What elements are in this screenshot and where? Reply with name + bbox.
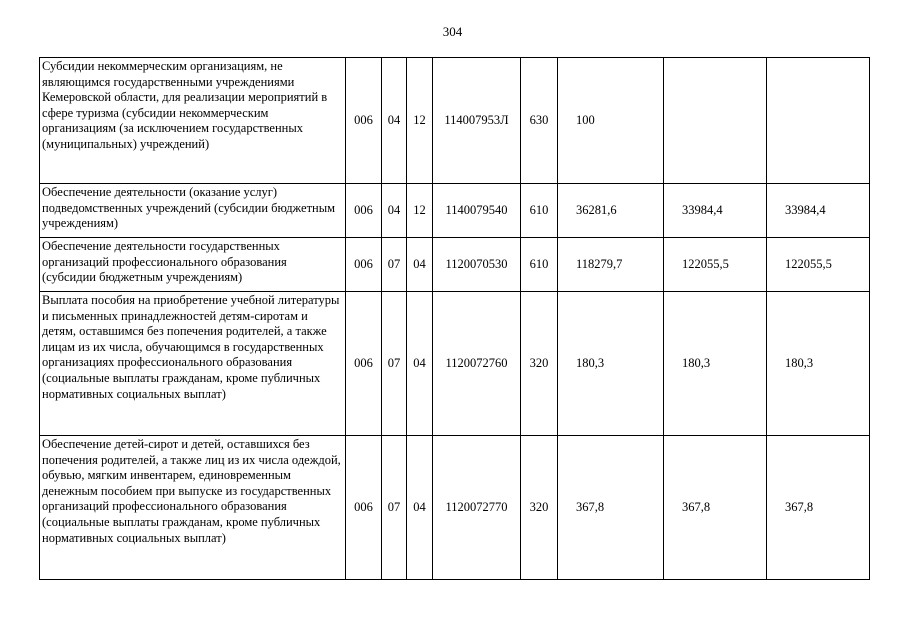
section-code: 07 — [382, 292, 407, 436]
row-description: Обеспечение деятельности (оказание услуг) подведомственных учреждений (субсидии бюджетным учреждениям) — [40, 184, 346, 238]
ministry-code: 006 — [346, 238, 382, 292]
amount-year-1: 100 — [558, 58, 664, 184]
section-code: 07 — [382, 238, 407, 292]
target-article-code: 1120070530 — [433, 238, 521, 292]
amount-year-2: 33984,4 — [664, 184, 767, 238]
amount-year-2: 122055,5 — [664, 238, 767, 292]
subsection-code: 12 — [407, 58, 433, 184]
expense-type-code: 320 — [521, 436, 558, 580]
row-description: Обеспечение деятельности государственных организаций профессионального образования (субсидии бюджетным учреждениям) — [40, 238, 346, 292]
amount-year-1: 180,3 — [558, 292, 664, 436]
row-description: Выплата пособия на приобретение учебной литературы и письменных принадлежностей детям-сиротам и детям, оставшимся без попечения родителей, а также лицам из их числа, обучающимся в государственных организациях профессионального образования (социальные выплаты гражданам, кроме публичных нормативных социальных выплат) — [40, 292, 346, 436]
amount-year-3 — [767, 58, 870, 184]
expense-type-code: 630 — [521, 58, 558, 184]
amount-year-3: 33984,4 — [767, 184, 870, 238]
section-code: 07 — [382, 436, 407, 580]
ministry-code: 006 — [346, 184, 382, 238]
ministry-code: 006 — [346, 436, 382, 580]
amount-year-1: 36281,6 — [558, 184, 664, 238]
expense-type-code: 610 — [521, 184, 558, 238]
amount-year-2 — [664, 58, 767, 184]
amount-year-3: 180,3 — [767, 292, 870, 436]
target-article-code: 114007953Л — [433, 58, 521, 184]
subsection-code: 04 — [407, 292, 433, 436]
amount-year-3: 367,8 — [767, 436, 870, 580]
amount-year-1: 118279,7 — [558, 238, 664, 292]
amount-year-2: 180,3 — [664, 292, 767, 436]
section-code: 04 — [382, 58, 407, 184]
table-row — [40, 238, 870, 292]
amount-year-1: 367,8 — [558, 436, 664, 580]
ministry-code: 006 — [346, 292, 382, 436]
ministry-code: 006 — [346, 58, 382, 184]
row-description: Обеспечение детей-сирот и детей, оставшихся без попечения родителей, а также лиц из их числа одеждой, обувью, мягким инвентарем, единовременным денежным пособием при выпуске из государственных организаций профессионального образования (социальные выплаты гражданам, кроме публичных нормативных социальных выплат) — [40, 436, 346, 580]
subsection-code: 12 — [407, 184, 433, 238]
budget-table — [39, 57, 870, 580]
expense-type-code: 320 — [521, 292, 558, 436]
table-row — [40, 436, 870, 580]
row-description: Субсидии некоммерческим организациям, не являющимся государственными учреждениями Кемеровской области, для реализации мероприятий в сфере туризма (субсидии некоммерческим организациям (за исключением государственных (муниципальных) учреждений) — [40, 58, 346, 184]
table-row — [40, 58, 870, 184]
amount-year-2: 367,8 — [664, 436, 767, 580]
table-row — [40, 184, 870, 238]
subsection-code: 04 — [407, 436, 433, 580]
target-article-code: 1140079540 — [433, 184, 521, 238]
amount-year-3: 122055,5 — [767, 238, 870, 292]
subsection-code: 04 — [407, 238, 433, 292]
page-number: 304 — [442, 24, 463, 39]
table-row — [40, 292, 870, 436]
target-article-code: 1120072760 — [433, 292, 521, 436]
target-article-code: 1120072770 — [433, 436, 521, 580]
section-code: 04 — [382, 184, 407, 238]
expense-type-code: 610 — [521, 238, 558, 292]
